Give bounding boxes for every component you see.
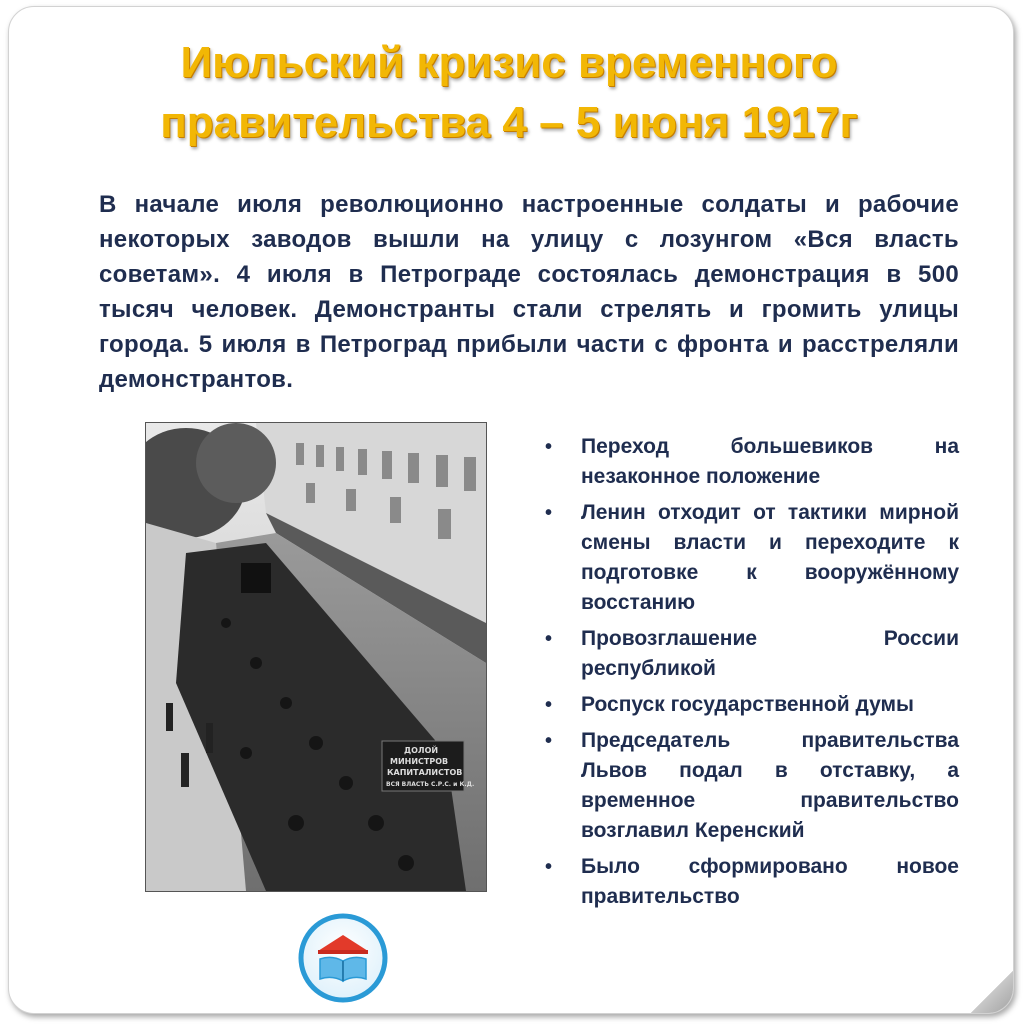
slide-title: [49, 33, 969, 153]
bullet-item: [539, 726, 959, 846]
bullet-text: Ленин отходит от тактики мирной смены власти и переходите к подготовке к вооружённому восстанию: [581, 501, 959, 614]
bullet-marker: •: [545, 628, 553, 650]
intro-paragraph: В начале июля революционно настроенные солдаты и рабочие некоторых заводов вышли на улицу с лозунгом «Вся власть советам». 4 июля в Петрограде состоялась демонстрация в 500 тысяч человек. Демонстранты стали стрелять и громить улицы города. 5 июля в Петроград прибыли части с фронта и расстреляли демонстрантов.: [99, 191, 959, 393]
bullet-list: [539, 432, 959, 918]
open-book-house-logo-icon: [298, 913, 388, 1003]
bullet-marker: •: [545, 730, 553, 752]
banner-text-2: МИНИСТРОВ: [390, 757, 449, 766]
historical-photo: [145, 422, 487, 892]
bullet-text: Переход большевиков на незаконное положение: [581, 435, 959, 488]
bullet-marker: •: [545, 694, 553, 716]
bullet-item: [539, 498, 959, 618]
page-curl-decoration: [970, 970, 1014, 1014]
bullet-marker: •: [545, 856, 553, 878]
bullet-text: Провозглашение России республикой: [581, 627, 959, 680]
bullet-marker: •: [545, 502, 553, 524]
banner-text-4: ВСЯ ВЛАСТЬ С.Р.С. и К.Д.: [386, 781, 475, 788]
bullet-item: [539, 690, 959, 720]
title-line-2: правительства 4 – 5 июня 1917г: [160, 98, 858, 147]
bullet-marker: •: [545, 436, 553, 458]
slide: [8, 6, 1014, 1014]
title-line-1: Июльский кризис временного: [180, 38, 838, 87]
bullet-text: Председатель правительства Львов подал в отставку, а временное правительство возглавил Керенский: [581, 729, 959, 842]
banner-text-1: ДОЛОЙ: [404, 746, 439, 755]
banner-text-3: КАПИТАЛИСТОВ: [387, 768, 463, 777]
bullet-item: [539, 432, 959, 492]
bullet-text: Было сформировано новое правительство: [581, 855, 959, 908]
bullet-text: Роспуск государственной думы: [581, 693, 914, 716]
bullet-item: [539, 624, 959, 684]
bullet-item: [539, 852, 959, 912]
